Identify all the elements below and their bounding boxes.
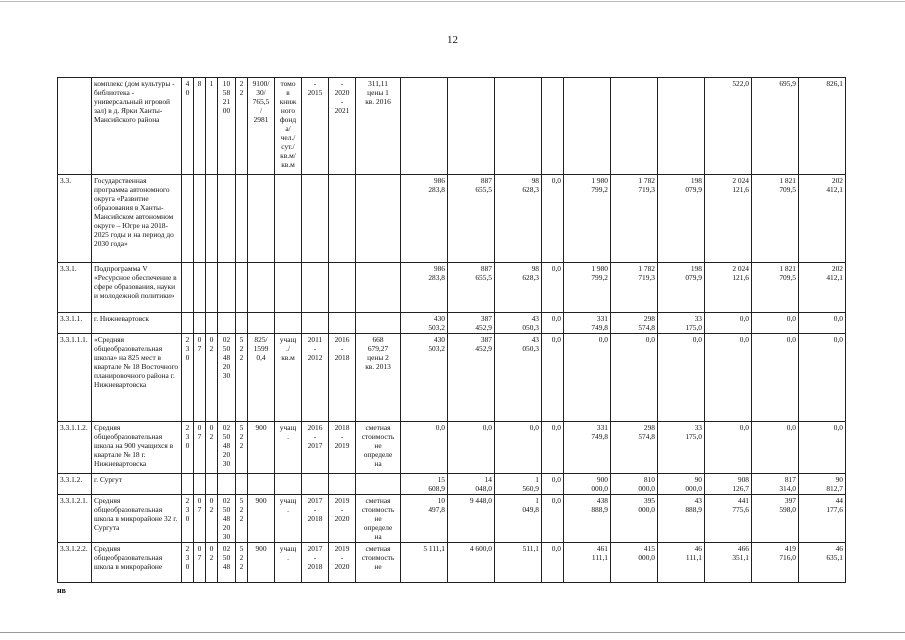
col-c2: 0 7 bbox=[194, 495, 206, 543]
col-c2: 0 7 bbox=[194, 334, 206, 422]
investment-table bbox=[57, 77, 846, 583]
col-unit bbox=[275, 313, 302, 334]
col-c2: 0 7 bbox=[194, 422, 206, 474]
col-total-1: 430 503,2 bbox=[401, 334, 448, 422]
col-year-end: 2018 - 2019 bbox=[329, 422, 356, 474]
col-local-1: 98 628,3 bbox=[495, 263, 542, 313]
col-local-2: 33 175,0 bbox=[658, 313, 705, 334]
col-year-end: - 2020 - 2021 bbox=[329, 78, 356, 175]
col-local-2: 46 111,1 bbox=[658, 543, 705, 583]
col-local-1: 43 050,3 bbox=[495, 334, 542, 422]
table-row bbox=[58, 495, 846, 543]
col-c2: 0 7 bbox=[194, 543, 206, 583]
row-code: 3.3.1. bbox=[58, 263, 92, 313]
col-c1 bbox=[182, 313, 194, 334]
col-c3: 0 2 bbox=[206, 543, 218, 583]
col-capacity: 900 bbox=[248, 495, 275, 543]
col-other-1: 0,0 bbox=[542, 543, 564, 583]
col-c5: 2 2 bbox=[236, 78, 248, 175]
col-budget-ao-1: 387 452,9 bbox=[448, 313, 495, 334]
col-c3: 0 2 bbox=[206, 334, 218, 422]
col-estimated-cost: сметная стоимость не определе на bbox=[356, 422, 401, 474]
col-budget-ao-2: 0,0 bbox=[611, 334, 658, 422]
col-local-1 bbox=[495, 78, 542, 175]
col-budget-ao-3: 397 598,0 bbox=[752, 495, 799, 543]
col-unit bbox=[275, 474, 302, 495]
col-total-3: 2 024 121,6 bbox=[705, 175, 752, 263]
col-total-1: 15 608,9 bbox=[401, 474, 448, 495]
col-local-3: 46 635,1 bbox=[799, 543, 846, 583]
col-budget-ao-2: 415 000,0 bbox=[611, 543, 658, 583]
col-budget-ao-1: 887 655,5 bbox=[448, 263, 495, 313]
col-c1 bbox=[182, 474, 194, 495]
col-local-1: 511,1 bbox=[495, 543, 542, 583]
table-row bbox=[58, 334, 846, 422]
row-code: 3.3.1.2.1. bbox=[58, 495, 92, 543]
col-budget-ao-2: 298 574,8 bbox=[611, 422, 658, 474]
col-year-end: 2019 - 2020 bbox=[329, 495, 356, 543]
col-other-1: 0,0 bbox=[542, 175, 564, 263]
col-budget-ao-1: 9 448,0 bbox=[448, 495, 495, 543]
col-c1: 4 0 bbox=[182, 78, 194, 175]
col-local-3: 44 177,6 bbox=[799, 495, 846, 543]
col-total-3: 0,0 bbox=[705, 334, 752, 422]
col-c4: 02 50 48 20 30 bbox=[218, 334, 236, 422]
col-c5: 5 2 2 bbox=[236, 334, 248, 422]
col-other-1 bbox=[542, 78, 564, 175]
col-c2: 8 bbox=[194, 78, 206, 175]
col-year-start: 2011 - 2012 bbox=[302, 334, 329, 422]
col-capacity bbox=[248, 313, 275, 334]
col-c2 bbox=[194, 263, 206, 313]
col-estimated-cost: сметная стоимость не bbox=[356, 543, 401, 583]
table-row bbox=[58, 263, 846, 313]
table-row bbox=[58, 422, 846, 474]
col-year-start bbox=[302, 474, 329, 495]
row-name: Средняя общеобразовательная школа на 900 учащихся в квартале № 18 г. Нижневартовска bbox=[92, 422, 182, 474]
col-c2 bbox=[194, 175, 206, 263]
col-c2 bbox=[194, 313, 206, 334]
col-total-1: 986 283,8 bbox=[401, 175, 448, 263]
col-c4: 02 50 48 20 30 bbox=[218, 422, 236, 474]
col-local-2 bbox=[658, 78, 705, 175]
col-total-3: 441 775,6 bbox=[705, 495, 752, 543]
col-estimated-cost: 311,11 цены 1 кв. 2016 bbox=[356, 78, 401, 175]
col-year-end bbox=[329, 474, 356, 495]
col-total-1: 986 283,8 bbox=[401, 263, 448, 313]
col-year-end: 2019 - 2020 bbox=[329, 543, 356, 583]
table-row bbox=[58, 543, 846, 583]
col-year-start: 2016 - 2017 bbox=[302, 422, 329, 474]
col-local-2: 198 079,9 bbox=[658, 175, 705, 263]
col-unit bbox=[275, 263, 302, 313]
row-code: 3.3.1.1. bbox=[58, 313, 92, 334]
col-c3 bbox=[206, 263, 218, 313]
col-estimated-cost bbox=[356, 474, 401, 495]
col-estimated-cost: 668 679,27 цены 2 кв. 2013 bbox=[356, 334, 401, 422]
col-c4: 02 50 48 20 30 bbox=[218, 495, 236, 543]
col-budget-ao-2: 810 000,0 bbox=[611, 474, 658, 495]
col-local-3: 0,0 bbox=[799, 334, 846, 422]
col-total-3: 0,0 bbox=[705, 313, 752, 334]
table-row bbox=[58, 313, 846, 334]
row-name: Средняя общеобразовательная школа в микрорайоне bbox=[92, 543, 182, 583]
col-budget-ao-1 bbox=[448, 78, 495, 175]
col-c5 bbox=[236, 474, 248, 495]
col-budget-ao-1: 4 600,0 bbox=[448, 543, 495, 583]
col-other-1: 0,0 bbox=[542, 422, 564, 474]
col-other-1: 0,0 bbox=[542, 263, 564, 313]
table-row bbox=[58, 78, 846, 175]
col-total-1: 430 503,2 bbox=[401, 313, 448, 334]
col-local-3: 0,0 bbox=[799, 313, 846, 334]
col-budget-ao-3: 0,0 bbox=[752, 313, 799, 334]
col-total-1: 10 497,8 bbox=[401, 495, 448, 543]
col-total-1: 0,0 bbox=[401, 422, 448, 474]
row-name: г. Нижневартовск bbox=[92, 313, 182, 334]
row-name: комплекс (дом культуры - библиотека - универсальный игровой зал) в д. Ярки Ханты-Мансийского района bbox=[92, 78, 182, 175]
col-total-1 bbox=[401, 78, 448, 175]
col-unit: учащ ./ кв.м bbox=[275, 334, 302, 422]
col-capacity: 900 bbox=[248, 422, 275, 474]
col-total-2: 461 111,1 bbox=[564, 543, 611, 583]
col-local-2: 90 000,0 bbox=[658, 474, 705, 495]
col-local-1: 1 049,8 bbox=[495, 495, 542, 543]
col-total-2 bbox=[564, 78, 611, 175]
col-total-2: 1 980 799,2 bbox=[564, 175, 611, 263]
col-capacity bbox=[248, 263, 275, 313]
col-c1: 2 3 0 bbox=[182, 495, 194, 543]
row-name: Подпрограмма V «Ресурсное обеспечение в сфере образования, науки и молодежной политики» bbox=[92, 263, 182, 313]
col-local-3: 202 412,1 bbox=[799, 263, 846, 313]
row-code: 3.3.1.2.2. bbox=[58, 543, 92, 583]
col-c1: 2 3 0 bbox=[182, 334, 194, 422]
col-c1 bbox=[182, 175, 194, 263]
col-local-3: 826,1 bbox=[799, 78, 846, 175]
col-estimated-cost bbox=[356, 175, 401, 263]
col-unit bbox=[275, 175, 302, 263]
row-code: 3.3.1.2. bbox=[58, 474, 92, 495]
col-c3: 0 2 bbox=[206, 495, 218, 543]
col-capacity: 900 bbox=[248, 543, 275, 583]
col-year-end bbox=[329, 263, 356, 313]
col-budget-ao-3: 1 821 709,5 bbox=[752, 263, 799, 313]
col-total-1: 5 111,1 bbox=[401, 543, 448, 583]
col-other-1: 0,0 bbox=[542, 313, 564, 334]
row-code bbox=[58, 78, 92, 175]
col-other-1: 0,0 bbox=[542, 474, 564, 495]
col-total-2: 331 749,8 bbox=[564, 313, 611, 334]
col-c1: 2 3 0 bbox=[182, 422, 194, 474]
col-budget-ao-2: 1 782 719,3 bbox=[611, 263, 658, 313]
col-budget-ao-2: 1 782 719,3 bbox=[611, 175, 658, 263]
col-local-3: 0,0 bbox=[799, 422, 846, 474]
col-other-1: 0,0 bbox=[542, 334, 564, 422]
col-budget-ao-3: 1 821 709,5 bbox=[752, 175, 799, 263]
col-local-1: 98 628,3 bbox=[495, 175, 542, 263]
col-estimated-cost bbox=[356, 313, 401, 334]
col-c5 bbox=[236, 263, 248, 313]
col-c5: 5 2 2 bbox=[236, 422, 248, 474]
col-budget-ao-2: 395 000,0 bbox=[611, 495, 658, 543]
col-year-end bbox=[329, 313, 356, 334]
scan-top-edge bbox=[0, 1, 905, 2]
col-local-3: 202 412,1 bbox=[799, 175, 846, 263]
col-budget-ao-3: 0,0 bbox=[752, 422, 799, 474]
col-local-2: 198 079,9 bbox=[658, 263, 705, 313]
col-c5 bbox=[236, 175, 248, 263]
col-budget-ao-1: 887 655,5 bbox=[448, 175, 495, 263]
table-row bbox=[58, 474, 846, 495]
row-code: 3.3.1.1.1. bbox=[58, 334, 92, 422]
col-c3: 1 bbox=[206, 78, 218, 175]
row-name: «Средняя общеобразовательная школа» на 825 мест в квартале № 18 Восточного планировочного района г. Нижневартовска bbox=[92, 334, 182, 422]
col-total-2: 331 749,8 bbox=[564, 422, 611, 474]
col-estimated-cost bbox=[356, 263, 401, 313]
col-c1: 2 3 0 bbox=[182, 543, 194, 583]
col-c4 bbox=[218, 175, 236, 263]
col-c4 bbox=[218, 313, 236, 334]
col-c3 bbox=[206, 175, 218, 263]
col-budget-ao-3: 419 716,0 bbox=[752, 543, 799, 583]
col-unit: учащ . bbox=[275, 543, 302, 583]
col-year-start bbox=[302, 263, 329, 313]
col-local-3: 90 812,7 bbox=[799, 474, 846, 495]
col-c4: 10 58 21 00 bbox=[218, 78, 236, 175]
col-year-start bbox=[302, 313, 329, 334]
col-c2 bbox=[194, 474, 206, 495]
col-year-start: 2017 - 2018 bbox=[302, 543, 329, 583]
col-total-3: 522,0 bbox=[705, 78, 752, 175]
col-budget-ao-2 bbox=[611, 78, 658, 175]
col-c4: 02 50 48 bbox=[218, 543, 236, 583]
col-capacity: 9100/ 30/ 765,5 / 2981 bbox=[248, 78, 275, 175]
row-code: 3.3. bbox=[58, 175, 92, 263]
scan-bottom-edge bbox=[0, 632, 905, 633]
col-c3: 0 2 bbox=[206, 422, 218, 474]
col-other-1: 0,0 bbox=[542, 495, 564, 543]
col-c1 bbox=[182, 263, 194, 313]
col-capacity bbox=[248, 175, 275, 263]
col-year-start: - 2015 bbox=[302, 78, 329, 175]
col-total-3: 0,0 bbox=[705, 422, 752, 474]
col-unit: учащ . bbox=[275, 422, 302, 474]
col-total-3: 466 351,1 bbox=[705, 543, 752, 583]
col-budget-ao-1: 387 452,9 bbox=[448, 334, 495, 422]
col-total-3: 2 024 121,6 bbox=[705, 263, 752, 313]
col-c3 bbox=[206, 474, 218, 495]
col-total-3: 908 126,7 bbox=[705, 474, 752, 495]
col-year-start bbox=[302, 175, 329, 263]
col-c5 bbox=[236, 313, 248, 334]
table-row bbox=[58, 175, 846, 263]
col-year-end: 2016 - 2018 bbox=[329, 334, 356, 422]
col-budget-ao-1: 0,0 bbox=[448, 422, 495, 474]
col-c5: 5 2 2 bbox=[236, 543, 248, 583]
col-c4 bbox=[218, 263, 236, 313]
col-total-2: 0,0 bbox=[564, 334, 611, 422]
col-local-2: 43 888,9 bbox=[658, 495, 705, 543]
col-c3 bbox=[206, 313, 218, 334]
col-unit: учащ . bbox=[275, 495, 302, 543]
col-year-start: 2017 - 2018 bbox=[302, 495, 329, 543]
col-local-1: 0,0 bbox=[495, 422, 542, 474]
col-total-2: 438 888,9 bbox=[564, 495, 611, 543]
col-budget-ao-3: 695,9 bbox=[752, 78, 799, 175]
col-capacity: 825/ 1599 0,4 bbox=[248, 334, 275, 422]
row-name: Средняя общеобразовательная школа в микрорайоне 32 г. Сургута bbox=[92, 495, 182, 543]
col-local-2: 33 175,0 bbox=[658, 422, 705, 474]
col-local-2: 0,0 bbox=[658, 334, 705, 422]
col-total-2: 1 980 799,2 bbox=[564, 263, 611, 313]
col-budget-ao-3: 817 314,0 bbox=[752, 474, 799, 495]
page-number: 12 bbox=[447, 34, 458, 46]
col-unit: томо в книж ного фонд а/ чел./ сут./ кв.м/ кв.м bbox=[275, 78, 302, 175]
col-budget-ao-2: 298 574,8 bbox=[611, 313, 658, 334]
col-budget-ao-3: 0,0 bbox=[752, 334, 799, 422]
table-body bbox=[58, 78, 846, 583]
col-local-1: 43 050,3 bbox=[495, 313, 542, 334]
row-code: 3.3.1.1.2. bbox=[58, 422, 92, 474]
col-capacity bbox=[248, 474, 275, 495]
col-year-end bbox=[329, 175, 356, 263]
col-local-1: 1 560,9 bbox=[495, 474, 542, 495]
footer-mark: нв bbox=[57, 586, 66, 595]
col-c5: 5 2 2 bbox=[236, 495, 248, 543]
row-name: Государственная программа автономного округа «Развитие образования в Ханты-Мансийском автономном округе – Югре на 2018-2025 годы и на период до 2030 года» bbox=[92, 175, 182, 263]
row-name: г. Сургут bbox=[92, 474, 182, 495]
col-budget-ao-1: 14 048,0 bbox=[448, 474, 495, 495]
col-estimated-cost: сметная стоимость не определе на bbox=[356, 495, 401, 543]
col-total-2: 900 000,0 bbox=[564, 474, 611, 495]
col-c4 bbox=[218, 474, 236, 495]
